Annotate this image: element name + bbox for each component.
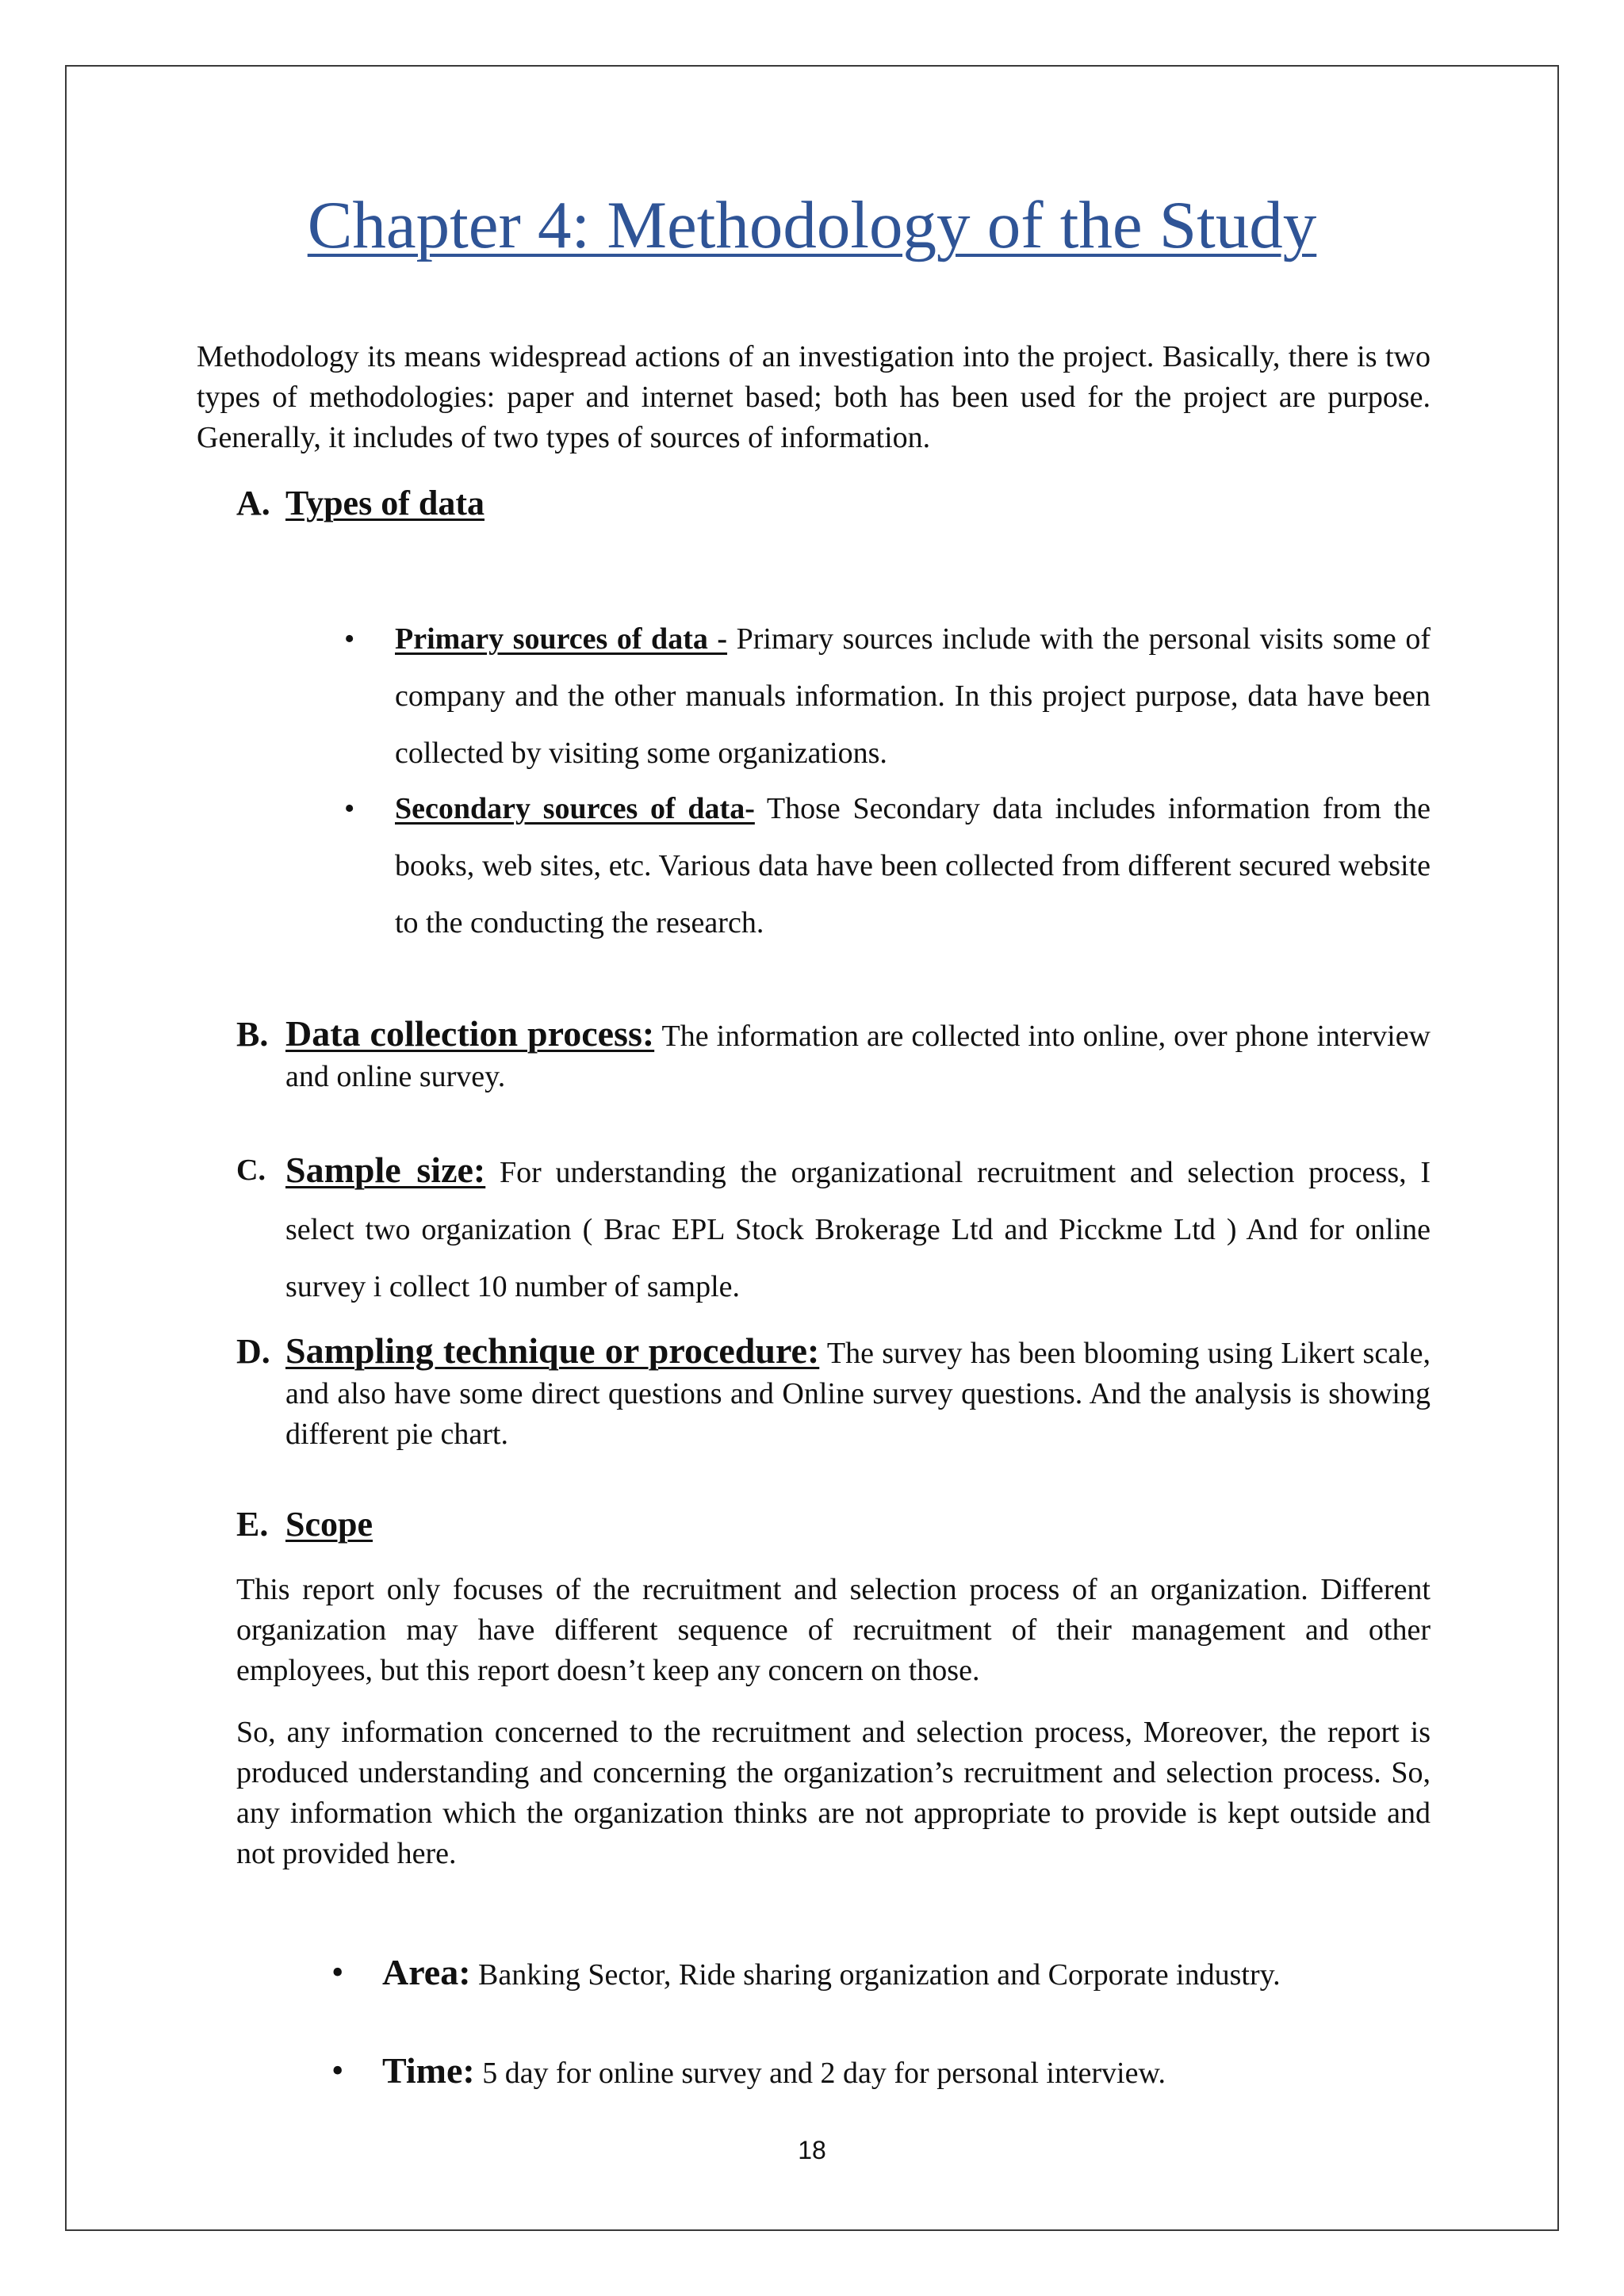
page-number: 18 [798,2136,826,2164]
list-item [344,610,1431,782]
bullet-key: Time: [382,2050,475,2091]
section-letter: B. [236,1015,269,1054]
list-item [344,780,1431,951]
section-d [236,1330,1431,1455]
list-item [331,1949,1431,1999]
bullet-text [395,780,1431,951]
section-heading: Types of data [285,484,485,522]
scope-paragraph: So, any information concerned to the recruitment and selection process, Moreover, the report is produced understanding and concerning the organization’s recruitment and selection process. So, any information which the organization thinks are not appropriate to provide is kept outside and not provided here. [236,1716,1431,1870]
section-b [236,1013,1431,1097]
bullet-key: Area: [382,1952,471,1992]
bullet-body: 5 day for online survey and 2 day for personal interview. [474,2057,1166,2090]
section-body: The survey has been blooming using Likert scale, and also have some direct questions and Online survey questions. And the analysis is showing different pie chart. [285,1337,1431,1451]
section-c [236,1142,1431,1315]
section-heading: Data collection process: [285,1013,655,1054]
bullet-text [382,1949,1281,1999]
section-letter: C. [236,1154,266,1187]
section-text [285,1013,1431,1097]
bullet-key: Primary sources of data - [395,622,728,656]
bullet-icon: • [344,622,355,656]
bullet-text [382,2047,1166,2097]
section-text [285,1330,1431,1455]
chapter-title: Chapter 4: Methodology of the Study [307,188,1317,262]
section-letter: A. [236,484,270,522]
section-letter: E. [236,1505,269,1544]
bullet-icon: • [331,2051,344,2090]
scope-paragraph: This report only focuses of the recruitment and selection process of an organization. Different organization may have different sequence of recruitment of their management and other employees, but this report doesn’t keep any concern on those. [236,1573,1431,1687]
bullet-body: Primary sources include with the personal visits some of company and the other manuals information. In this project purpose, data have been collected by visiting some organizations. [395,622,1431,770]
section-heading: Scope [285,1505,373,1544]
bullet-key: Secondary sources of data- [395,792,755,825]
section-heading: Sample size: [285,1150,486,1190]
section-heading: Sampling technique or procedure: [285,1330,820,1371]
bullet-icon: • [331,1953,344,1992]
bullet-body: Banking Sector, Ride sharing organization and Corporate industry. [470,1958,1281,1992]
section-text [285,1142,1431,1315]
bullet-icon: • [344,792,355,825]
section-e-heading [236,1503,1431,1546]
intro-paragraph: Methodology its means widespread actions of an investigation into the project. Basically, there is two types of methodologies: paper and internet based; both has been used for the project are purpose. Generally, it includes of two types of sources of information. [197,340,1431,454]
section-a-heading [236,482,1431,525]
section-body: The information are collected into online, over phone interview and online survey. [285,1020,1431,1093]
bullet-body: Those Secondary data includes information from the books, web sites, etc. Various data have been collected from different secured website to the conducting the research. [395,792,1431,939]
list-item [331,2047,1431,2097]
bullet-text [395,610,1431,782]
section-body: For understanding the organizational recruitment and selection process, I select two organization ( Brac EPL Stock Brokerage Ltd and Picckme Ltd ) And for online survey i collect 10 number of sample. [285,1156,1431,1303]
section-letter: D. [236,1332,270,1371]
